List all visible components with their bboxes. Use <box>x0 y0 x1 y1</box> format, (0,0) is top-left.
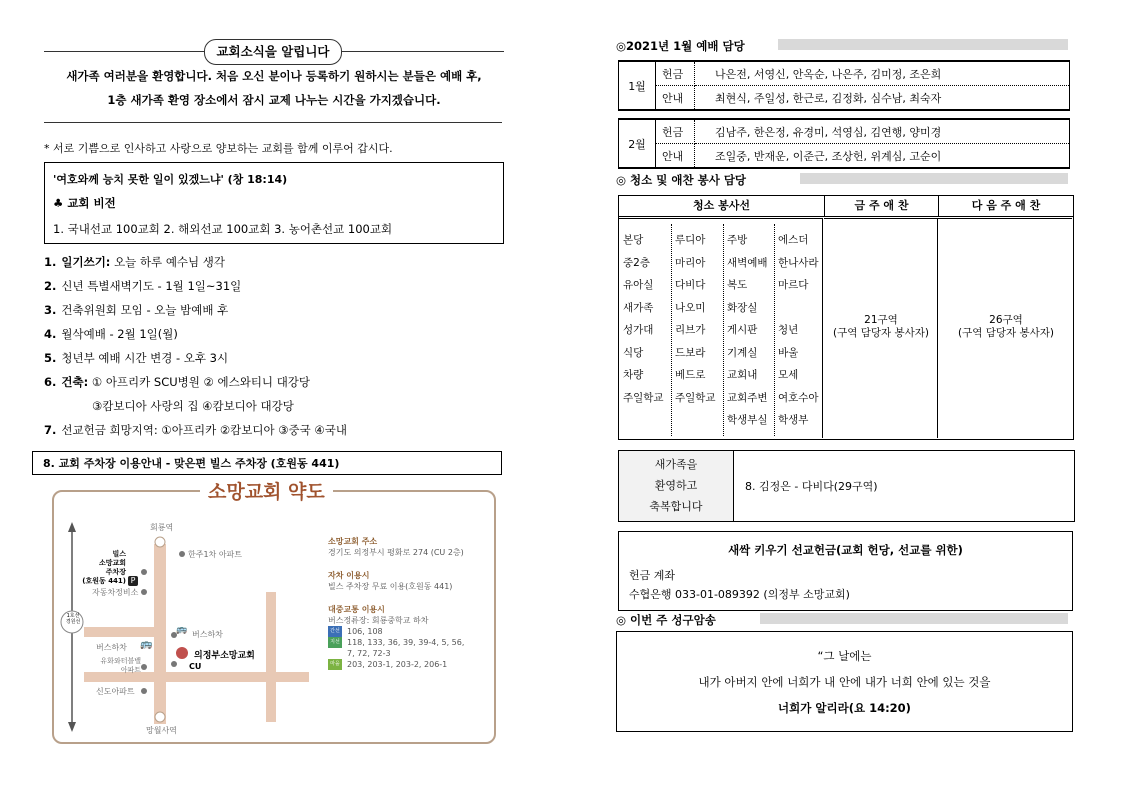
this-week-zone: 21구역 <box>864 314 898 326</box>
clean-col-divider <box>774 224 775 436</box>
next-week-meal <box>939 314 1073 340</box>
duty-role: 헌금 <box>656 62 695 86</box>
parking-text: 8. 교회 주차장 이용안내 - 맞은편 빌스 주차장 (호원동 441) <box>43 457 340 470</box>
clean-title: ◎ 청소 및 애찬 봉사 담당 <box>616 173 747 187</box>
clean-cell: 주방 <box>727 234 748 246</box>
public-title: 대중교통 이용시 <box>328 605 385 614</box>
duty-row <box>619 62 1069 86</box>
parking-label-line: 빌스 <box>112 550 126 558</box>
car-title: 자차 이용시 <box>328 571 370 580</box>
welcome-box <box>618 450 1075 522</box>
clean-cell: 다비다 <box>675 279 706 291</box>
vision-title: ♣ 교회 비전 <box>53 196 116 210</box>
duty-role: 헌금 <box>656 120 695 144</box>
clean-cell: 루디아 <box>675 234 706 246</box>
parking-label <box>76 550 126 586</box>
duty-month-table <box>618 118 1070 169</box>
memory-line-1: “그 날에는 <box>817 649 872 663</box>
item-number: 1. <box>44 255 57 269</box>
addr-text: 경기도 의정부시 평화로 274 (CU 2층) <box>328 548 464 557</box>
memory-box <box>616 631 1073 732</box>
addr-title: 소망교회 주소 <box>328 537 378 546</box>
duty-month-table <box>618 60 1070 111</box>
clean-cell: 베드로 <box>675 369 706 381</box>
item-number: 2. <box>44 279 57 293</box>
bus-routes: 203, 203-1, 203-2, 206-1 <box>347 660 448 669</box>
item-text: 건축위원회 모임 - 오늘 밤예배 후 <box>61 303 229 317</box>
map-info <box>328 536 488 670</box>
clean-cell: 차량 <box>623 369 644 381</box>
welcome-box-left <box>619 451 734 521</box>
announcement-item <box>44 350 228 366</box>
clean-cell: 중2층 <box>623 256 650 269</box>
station-top: 회룡역 <box>150 523 174 532</box>
duty-title-bar <box>778 39 1068 50</box>
clean-cell: 마리아 <box>675 256 706 269</box>
intro-note: * 서로 기쁨으로 인사하고 사랑으로 양보하는 교회를 함께 이루어 갑시다. <box>44 142 393 155</box>
clean-title-bar <box>800 173 1068 184</box>
bus-tag: 간선 <box>328 626 342 637</box>
clean-cell: 모세 <box>778 369 799 381</box>
vision-box <box>44 162 504 244</box>
clean-cell: 새벽예배 <box>727 256 768 269</box>
duty-names: 조일중, 반재운, 이준근, 조상헌, 위계심, 고순이 <box>715 149 942 163</box>
clean-cell: 리브가 <box>675 324 706 336</box>
clean-cell: 학생부 <box>778 414 809 426</box>
map-frame <box>52 490 496 744</box>
announcement-item <box>92 398 294 414</box>
duty-names: 나은전, 서영신, 안옥순, 나은주, 김미정, 조은희 <box>695 62 1070 86</box>
vision-text: 1. 국내선교 100교회 2. 해외선교 100교회 3. 농어촌선교 100교회 <box>53 222 393 236</box>
divider <box>44 122 502 123</box>
duty-role: 안내 <box>656 86 695 110</box>
ridge-apt-label <box>86 657 141 675</box>
item-label: 건축: <box>61 375 89 389</box>
clean-cell: 교회내 <box>727 369 758 381</box>
item-number: 3. <box>44 303 57 317</box>
announcement-item <box>44 422 347 438</box>
bus-row <box>328 637 488 648</box>
bus-routes: 7, 72, 72-3 <box>347 649 391 658</box>
memory-title: ◎ 이번 주 성구암송 <box>616 613 716 627</box>
this-week-meal <box>825 314 937 340</box>
welcome-line: 새가족을 <box>654 458 698 471</box>
parking-label-line: 소망교회 <box>98 559 126 567</box>
clean-col-divider <box>723 224 724 436</box>
item-text: 오늘 하루 예수님 생각 <box>110 255 226 269</box>
item-label: 일기쓰기: <box>61 255 111 269</box>
church-marker-icon <box>176 647 188 659</box>
route-marker-line: 경원선 <box>65 619 81 625</box>
clean-cell: 드보라 <box>675 346 706 359</box>
apt-label: 한주1차 아파트 <box>188 550 243 559</box>
bus-rows <box>328 626 488 670</box>
clean-cell: 한나사라 <box>778 256 819 269</box>
bus-routes: 106, 108 <box>347 627 383 636</box>
announcement-item <box>44 302 228 318</box>
public-text: 버스정류장: 회룡중학교 하차 <box>328 616 429 625</box>
clean-cell: 유아실 <box>623 279 654 291</box>
clean-cell: 식당 <box>623 346 644 359</box>
welcome-line-2: 1층 새가족 환영 장소에서 잠시 교제 나누는 시간을 가지겠습니다. <box>107 93 441 107</box>
announcement-item <box>44 326 178 342</box>
clean-cell: 본당 <box>623 234 644 246</box>
bus-routes: 118, 133, 36, 39, 39-4, 5, 56, <box>347 638 465 647</box>
next-week-note: (구역 담당자 봉사자) <box>957 327 1054 339</box>
duty-row <box>619 86 1069 110</box>
bus-row <box>328 626 488 637</box>
memory-line-2: 내가 아버지 안에 너희가 내 안에 내가 너희 안에 있는 것을 <box>698 675 991 689</box>
church-label: 의정부소망교회 <box>194 651 255 661</box>
clean-cell: 에스더 <box>778 234 809 246</box>
clean-cell: 학생부실 <box>727 414 768 426</box>
welcome-content: 8. 김정은 - 다비다(29구역) <box>745 480 878 493</box>
bus-icon: 🚌 <box>140 639 153 650</box>
clean-cell: 성가대 <box>623 324 654 336</box>
car-text: 빌스 주차장 무료 이용(호원동 441) <box>328 582 453 591</box>
mission-title: 새싹 키우기 선교헌금(교회 헌당, 선교를 위한) <box>728 543 963 557</box>
parking-label-line: 주차장 <box>105 568 126 576</box>
clean-cell: 바울 <box>778 346 799 359</box>
welcome-line: 환영하고 <box>654 479 698 492</box>
clean-col-divider <box>671 224 672 436</box>
cu-label: CU <box>189 662 202 671</box>
this-week-note: (구역 담당자 봉사자) <box>832 327 929 339</box>
clean-cell: 교회주변 <box>727 391 768 404</box>
clean-header-cleaning: 청소 봉사선 <box>619 196 825 216</box>
ridge-apt-line: 유화와터블밸 <box>100 657 141 665</box>
welcome-line-1: 새가족 여러분을 환영합니다. 처음 오신 분이나 등록하기 원하시는 분들은 예배 후, <box>66 69 482 83</box>
clean-cell: 복도 <box>727 279 748 291</box>
duty-title: ◎2021년 1월 예배 담당 <box>616 39 745 53</box>
item-number: 4. <box>44 327 57 341</box>
bus-row <box>328 659 488 670</box>
clean-table <box>618 195 1074 440</box>
clean-cell: 기계실 <box>727 346 758 359</box>
clean-header-this-week: 금 주 애 찬 <box>825 196 939 216</box>
clean-header-next-week: 다 음 주 애 찬 <box>971 199 1041 212</box>
clean-cell: 주일학교 <box>623 391 664 404</box>
announcement-item <box>44 278 241 294</box>
clean-cell: 화장실 <box>727 301 758 314</box>
route-marker-line: 1호선 <box>66 613 80 619</box>
clean-cell: 마르다 <box>778 279 809 291</box>
item-text: 선교헌금 희망지역: ①아프리카 ②캄보디아 ③중국 ④국내 <box>61 423 347 437</box>
bus-tag: 지선 <box>328 637 342 648</box>
item-text: 신년 특별새벽기도 - 1월 1일~31일 <box>61 279 242 293</box>
car-shop-label: 자동차정비소 <box>92 588 139 597</box>
account-number: 수협은행 033-01-089392 (의정부 소망교회) <box>629 588 850 601</box>
clean-cell: 게시판 <box>727 324 758 336</box>
item-text: 월삭예배 - 2월 1일(월) <box>61 327 178 341</box>
item-number: 7. <box>44 423 57 437</box>
clean-cell: 청년 <box>778 324 799 336</box>
account-label: 헌금 계좌 <box>629 569 676 582</box>
item-text: ① 아프리카 SCU병원 ② 에스와티니 대강당 <box>88 375 311 389</box>
item-text: 청년부 예배 시간 변경 - 오후 3시 <box>61 351 229 365</box>
item-number: 5. <box>44 351 57 365</box>
announcement-item <box>44 254 225 270</box>
bus-tag: 마을 <box>328 659 342 670</box>
duty-row <box>619 120 1069 144</box>
section-title: 교회소식을 알립니다 <box>204 39 342 65</box>
welcome-line: 축복합니다 <box>649 500 703 513</box>
next-week-zone: 26구역 <box>989 314 1023 326</box>
parking-icon: P <box>128 576 138 586</box>
parking-box <box>32 451 502 475</box>
announcement-item <box>44 374 310 390</box>
clean-cell: 새가족 <box>623 301 654 314</box>
duty-month: 1월 <box>619 62 656 109</box>
clean-cell: 주일학교 <box>675 391 716 404</box>
bus-row <box>328 648 488 659</box>
duty-row <box>619 144 1069 168</box>
memory-title-bar <box>760 613 1068 624</box>
bus-icon-right: 🚌 <box>176 625 188 635</box>
ridge-apt-line: 아파트 <box>120 666 141 674</box>
duty-names: 김남주, 한은정, 유경미, 석영심, 김연행, 양미경 <box>695 120 1070 144</box>
route-marker <box>63 613 83 625</box>
parking-label-line: (호원동 441) <box>82 577 126 585</box>
vision-verse: '여호와께 능치 못한 일이 있겠느냐' (창 18:14) <box>53 173 288 186</box>
map-title: 소망교회 약도 <box>200 477 333 504</box>
clean-header-row <box>619 196 1073 217</box>
duty-month: 2월 <box>619 120 656 167</box>
bus-stop-left: 버스하차 <box>96 643 127 652</box>
mission-box <box>618 531 1073 611</box>
shindo-apt-label: 신도아파트 <box>96 687 135 696</box>
duty-names: 최현식, 주일성, 한근로, 김정화, 심수남, 최숙자 <box>715 91 942 105</box>
clean-cell: 여호수아 <box>778 391 819 404</box>
item-number: 6. <box>44 375 57 389</box>
duty-role: 안내 <box>656 144 695 168</box>
station-bottom: 망월사역 <box>146 726 177 735</box>
memory-line-3: 너희가 알리라(요 14:20) <box>778 701 911 715</box>
item-text: ③캄보디아 사랑의 집 ④캄보디아 대강당 <box>92 399 294 413</box>
clean-cell: 나오미 <box>675 301 706 314</box>
bus-stop-right: 버스하차 <box>192 630 223 639</box>
